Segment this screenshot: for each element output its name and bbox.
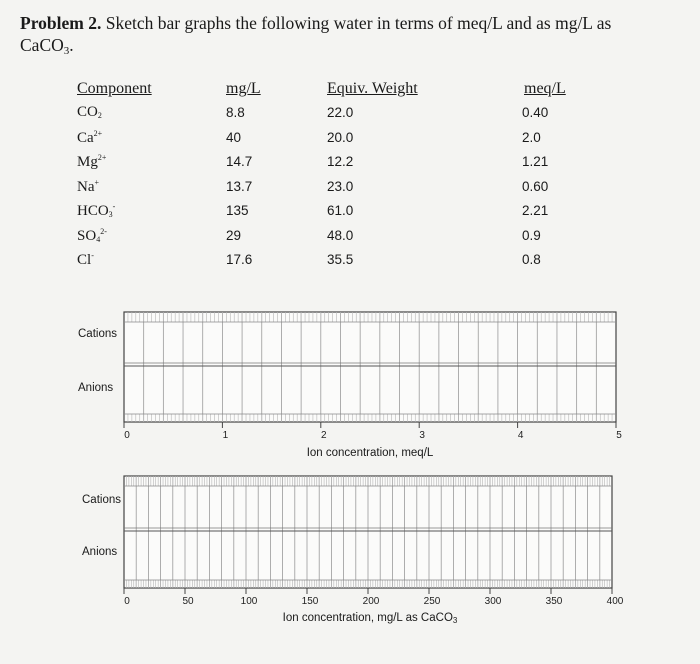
component-formula: HCO	[77, 203, 109, 219]
header-equiv-weight: Equiv. Weight	[327, 80, 418, 97]
meq-cell: 2.21	[522, 203, 549, 218]
graph-frame	[124, 312, 616, 422]
header-meq: meq/L	[524, 80, 566, 97]
equiv-weight-cell: 61.0	[327, 203, 354, 218]
category-label-anions: Anions	[78, 382, 114, 394]
mg-cell: 29	[226, 227, 242, 243]
meq-cell: 1.21	[522, 154, 549, 169]
x-tick-label: 400	[606, 596, 624, 607]
x-tick-label: 5	[616, 430, 622, 441]
component-charge: +	[94, 177, 100, 187]
x-tick-label: 4	[517, 430, 524, 441]
equiv-weight-cell: 48.0	[327, 227, 354, 243]
x-tick-label: 3	[419, 430, 425, 441]
header-component: Component	[77, 80, 152, 97]
component-formula: Cl	[77, 252, 92, 268]
x-tick-label: 0	[124, 596, 130, 607]
meq-cell: 0.60	[522, 178, 549, 194]
x-axis-label-subscript: 3	[452, 616, 458, 625]
x-tick-label: 300	[484, 596, 502, 607]
component-charge: -	[91, 251, 94, 260]
mg-cell: 14.7	[226, 154, 253, 169]
problem-text-end: .	[69, 35, 74, 55]
component-charge: -	[112, 202, 116, 211]
meq-cell: 0.9	[522, 227, 541, 243]
component-charge: 2+	[93, 128, 103, 138]
component-formula: Ca	[77, 129, 94, 146]
x-axis-label	[0, 447, 700, 459]
equiv-weight-cell: 23.0	[327, 178, 354, 194]
mg-cell: 8.8	[226, 105, 245, 120]
x-tick-label: 250	[423, 596, 441, 607]
x-axis-label-text: Ion concentration, meq/L	[306, 447, 434, 459]
x-tick-label: 1	[222, 430, 229, 441]
mg-cell: 135	[226, 203, 249, 218]
problem-text-caco-sub: 3	[63, 45, 70, 57]
meq-cell: 0.8	[522, 252, 541, 267]
equiv-weight-cell: 12.2	[327, 154, 354, 169]
problem-label: Problem 2.	[20, 13, 102, 33]
x-tick-label: 50	[182, 596, 194, 607]
component-subscript: 2	[97, 111, 102, 120]
component-formula: CO	[77, 104, 98, 120]
mg-cell: 40	[226, 129, 242, 145]
x-tick-label: 200	[362, 596, 380, 607]
component-formula: Mg	[77, 154, 98, 170]
header-mg: mg/L	[226, 80, 261, 97]
category-label-cations: Cations	[78, 328, 117, 340]
category-label-cations: Cations	[82, 494, 121, 506]
equiv-weight-cell: 20.0	[327, 129, 354, 145]
category-label-anions: Anions	[82, 546, 118, 558]
problem-text-caco: CaCO	[20, 35, 64, 55]
x-tick-label: 100	[240, 596, 258, 607]
equiv-weight-cell: 22.0	[327, 105, 354, 120]
meq-cell: 0.40	[522, 105, 549, 120]
x-axis-label-text: Ion concentration, mg/L as CaCO	[282, 612, 453, 624]
equiv-weight-cell: 35.5	[327, 252, 354, 267]
x-tick-label: 0	[124, 430, 130, 441]
component-formula: SO	[77, 227, 97, 244]
meq-cell: 2.0	[522, 129, 541, 145]
mg-cell: 17.6	[226, 252, 253, 267]
mg-cell: 13.7	[226, 178, 253, 194]
component-charge: 2-	[100, 226, 107, 236]
x-tick-label: 350	[545, 596, 563, 607]
x-tick-label: 150	[301, 596, 319, 607]
x-axis-label	[0, 612, 700, 625]
component-subscript: 4	[96, 234, 101, 244]
component-charge: 2+	[97, 153, 107, 162]
component-formula: Na	[77, 178, 95, 195]
x-tick-label: 2	[321, 430, 327, 441]
problem-text: Sketch bar graphs the following water in terms of meq/L and as mg/L as	[105, 13, 612, 33]
component-subscript: 3	[108, 210, 113, 219]
